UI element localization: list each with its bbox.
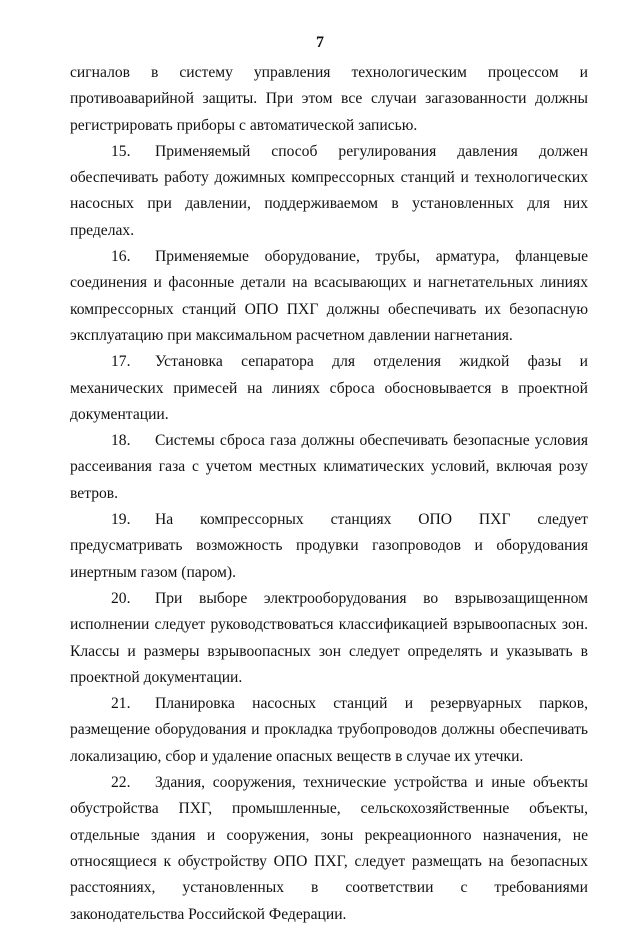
paragraph-20: [70, 586, 588, 691]
paragraph-text: Применяемый способ регулирования давления должен обеспечивать работу дожимных компрессорных станций и технологических насосных при давлении, поддерживаемом в установленных для них пределах.: [70, 142, 588, 239]
paragraph-text: Применяемые оборудование, трубы, арматура, фланцевые соединения и фасонные детали на всасывающих и нагнетательных линиях компрессорных станций ОПО ПХГ должны обеспечивать их безопасную эксплуатацию при максимальном расчетном давлении нагнетания.: [70, 248, 588, 344]
page-number: 7: [316, 34, 324, 51]
paragraph-19: [70, 507, 588, 586]
paragraph-text: Системы сброса газа должны обеспечивать безопасные условия рассеивания газа с учетом местных климатических условий, включая розу ветров.: [70, 432, 588, 502]
paragraph-number: 15.: [111, 142, 131, 160]
paragraph-17: [70, 349, 588, 428]
paragraph-text: Планировка насосных станций и резервуарных парков, размещение оборудования и прокладка трубопроводов должны обеспечивать локализацию, сбор и удаление опасных веществ в случае их утечки.: [70, 695, 588, 765]
paragraph-number: 19.: [111, 511, 131, 529]
paragraph-number: 22.: [111, 774, 131, 792]
document-body: [70, 60, 588, 928]
paragraph-text: Здания, сооружения, технические устройства и иные объекты обустройства ПХГ, промышленные, сельскохозяйственные объекты, отдельные здания и сооружения, зоны рекреационного назначения, не относящиеся к обустройству ОПО ПХГ, следует размещать на безопасных расстояниях, установленных в соответствии с требованиями законодательства Российской Федерации.: [70, 774, 588, 923]
paragraph-18: [70, 428, 588, 507]
paragraph-number: 20.: [111, 589, 131, 607]
paragraph-text: Установка сепаратора для отделения жидкой фазы и механических примесей на линиях сброса обосновывается в проектной документации.: [70, 353, 588, 423]
paragraph-15: [70, 139, 588, 244]
paragraph-number: 16.: [111, 248, 131, 266]
paragraph-number: 21.: [111, 695, 131, 713]
paragraph-22: [70, 770, 588, 928]
paragraph-number: 17.: [111, 353, 131, 371]
paragraph-number: 18.: [111, 432, 131, 450]
paragraph-text: При выборе электрооборудования во взрывозащищенном исполнении следует руководствоваться классификацией взрывоопасных зон. Классы и размеры взрывоопасных зон следует определять и указывать в проектной документации.: [70, 589, 588, 686]
paragraph-continuation: сигналов в систему управления технологическим процессом и противоаварийной защиты. При этом все случаи загазованности должны регистрировать приборы с автоматической записью.: [70, 64, 588, 134]
paragraph-16: [70, 244, 588, 349]
paragraph-text: На компрессорных станциях ОПО ПХГ следует предусматривать возможность продувки газопроводов и оборудования инертным газом (паром).: [70, 511, 588, 581]
paragraph-21: [70, 691, 588, 770]
